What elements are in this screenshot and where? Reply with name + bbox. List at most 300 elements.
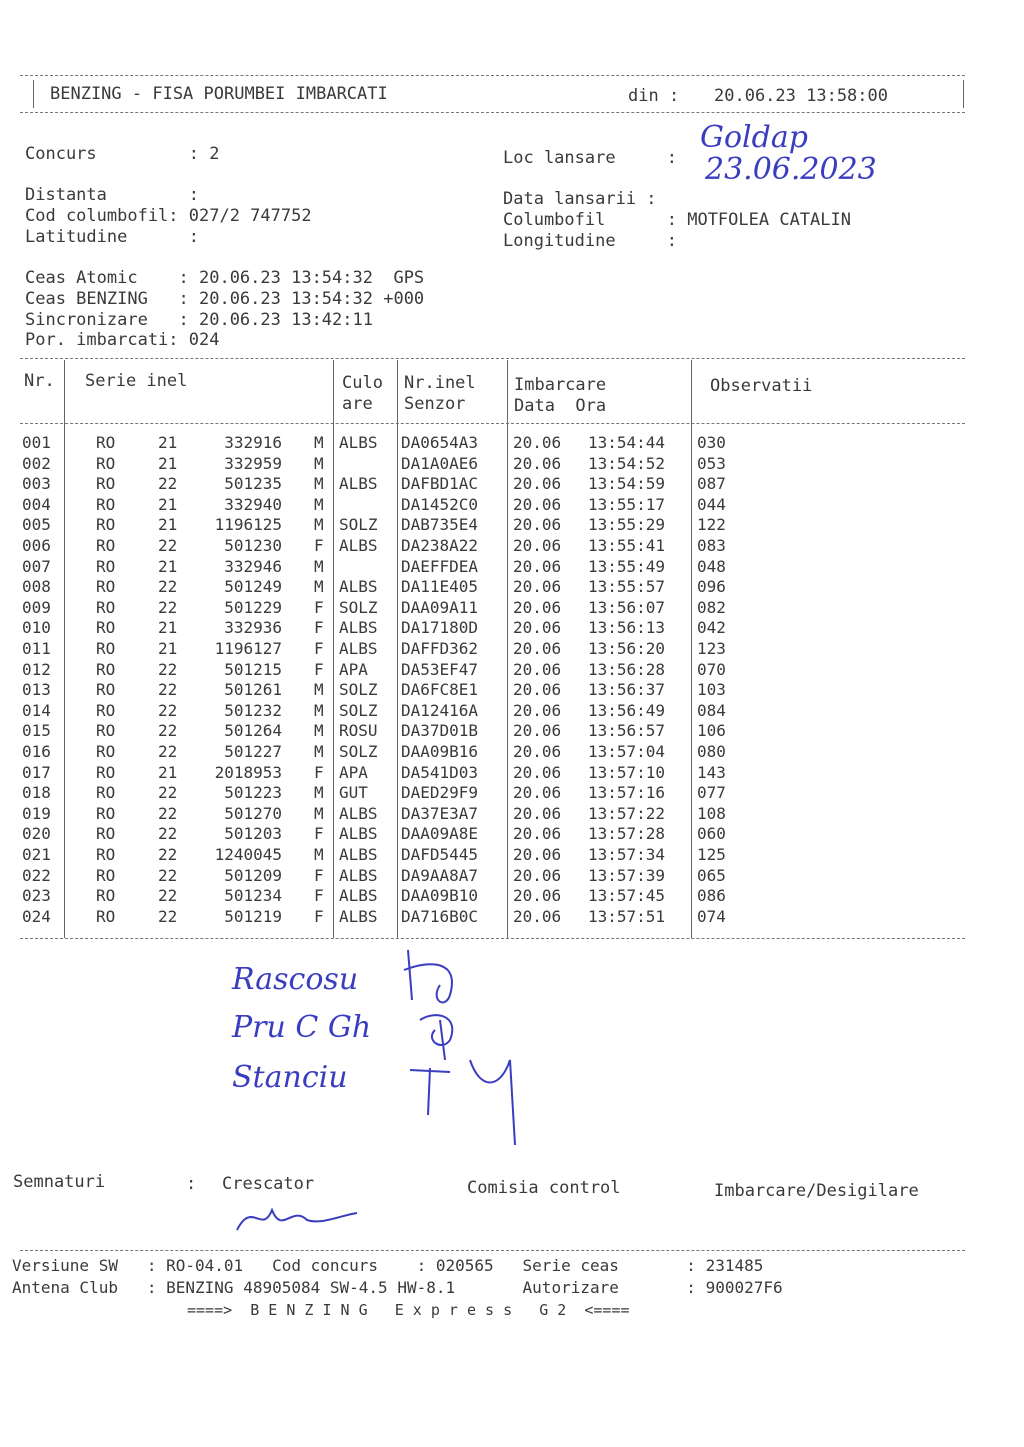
row-inel: 501270 <box>224 803 282 823</box>
row-inel: 1240045 <box>214 845 282 864</box>
row-sex: F <box>314 536 324 555</box>
row-an: 22 <box>158 783 178 803</box>
handwritten-date: 23.06.2023 <box>705 152 877 187</box>
row-obs: 060 <box>697 824 726 844</box>
row-obs: 143 <box>697 762 726 782</box>
comisia-label: Comisia control <box>467 1178 621 1198</box>
row-an: 22 <box>158 536 178 555</box>
row-tara: RO <box>96 433 116 452</box>
row-ora: 13:55:17 <box>588 494 666 514</box>
row-nr: 014 <box>22 700 51 720</box>
row-nr: 016 <box>22 742 51 761</box>
row-obs: 106 <box>697 721 726 741</box>
row-tara: RO <box>96 742 116 761</box>
por-imbarcati-line: Por. imbarcati: 024 <box>25 330 220 350</box>
col-header-senzor-1: Nr.inel <box>404 373 476 393</box>
row-nr: 023 <box>22 886 51 906</box>
handwritten-signature-2: Pru C Gh <box>232 1010 372 1045</box>
row-inel: 501223 <box>224 783 282 803</box>
row-ora: 13:56:37 <box>588 680 666 700</box>
col-header-culoare-1: Culo <box>342 373 383 393</box>
row-senzor: DA17180D <box>401 618 479 638</box>
row-an: 22 <box>158 845 178 864</box>
row-data: 20.06 <box>513 680 562 700</box>
row-nr: 024 <box>22 906 51 926</box>
row-senzor: DA11E405 <box>401 577 479 597</box>
row-tara: RO <box>96 494 116 514</box>
row-sex: F <box>314 824 324 844</box>
table-row <box>0 886 1024 906</box>
row-obs: 103 <box>697 680 726 700</box>
row-culoare: ALBS <box>339 906 378 926</box>
handwritten-signature-1: Rascosu <box>232 962 359 997</box>
row-nr: 012 <box>22 659 51 679</box>
row-sex: M <box>314 453 324 473</box>
col-header-observatii: Observatii <box>710 376 813 396</box>
row-nr: 001 <box>22 433 51 452</box>
row-senzor: DA6FC8E1 <box>401 680 479 700</box>
row-nr: 020 <box>22 824 51 844</box>
table-row <box>0 577 1024 597</box>
header-bottom-rule <box>20 112 965 113</box>
row-obs: 074 <box>697 906 726 926</box>
row-tara: RO <box>96 803 116 823</box>
row-tara: RO <box>96 577 116 597</box>
crescator-signature <box>232 1195 362 1245</box>
row-an: 21 <box>158 515 178 535</box>
row-sex: M <box>314 474 324 494</box>
row-obs: 087 <box>697 474 726 494</box>
row-tara: RO <box>96 680 116 700</box>
row-an: 22 <box>158 803 178 823</box>
row-senzor: DA716B0C <box>401 906 479 926</box>
table-row <box>0 557 1024 577</box>
row-inel: 501203 <box>224 824 282 844</box>
row-ora: 13:55:49 <box>588 556 666 576</box>
row-culoare: ALBS <box>339 536 378 555</box>
row-tara: RO <box>96 659 116 679</box>
row-data: 20.06 <box>513 577 562 597</box>
distanta-line: Distanta : <box>25 185 199 205</box>
row-tara: RO <box>96 721 116 741</box>
row-inel: 501215 <box>224 659 282 679</box>
row-tara: RO <box>96 515 116 535</box>
table-row <box>0 618 1024 638</box>
row-nr: 007 <box>22 556 51 576</box>
table-row <box>0 845 1024 865</box>
row-senzor: DA1A0AE6 <box>401 453 479 473</box>
row-culoare: SOLZ <box>339 597 378 617</box>
row-senzor: DA53EF47 <box>401 659 479 679</box>
col-header-serie: Serie inel <box>85 371 188 391</box>
row-culoare: ALBS <box>339 803 378 823</box>
row-senzor: DAFBD1AC <box>401 474 479 494</box>
row-nr: 005 <box>22 515 51 535</box>
row-data: 20.06 <box>513 453 562 473</box>
row-obs: 082 <box>697 597 726 617</box>
row-sex: M <box>314 494 324 514</box>
row-an: 22 <box>158 474 178 494</box>
row-tara: RO <box>96 556 116 576</box>
row-senzor: DAA09B10 <box>401 886 479 906</box>
row-nr: 022 <box>22 865 51 885</box>
footer-line-3: ====> B E N Z I N G E x p r e s s G 2 <==== <box>187 1301 630 1319</box>
row-ora: 13:56:20 <box>588 639 666 658</box>
row-culoare: ALBS <box>339 865 378 885</box>
row-tara: RO <box>96 762 116 782</box>
row-data: 20.06 <box>513 433 562 452</box>
table-row <box>0 907 1024 927</box>
table-row <box>0 598 1024 618</box>
table-row <box>0 742 1024 762</box>
concurs-line: Concurs : 2 <box>25 144 220 164</box>
row-inel: 501230 <box>224 536 282 555</box>
row-obs: 086 <box>697 886 726 906</box>
row-tara: RO <box>96 886 116 906</box>
data-lansarii-line: Data lansarii : <box>503 189 657 209</box>
row-obs: 096 <box>697 577 726 597</box>
row-tara: RO <box>96 865 116 885</box>
row-nr: 011 <box>22 639 51 658</box>
row-nr: 017 <box>22 762 51 782</box>
ceas-atomic-line: Ceas Atomic : 20.06.23 13:54:32 GPS <box>25 268 425 288</box>
row-senzor: DA9AA8A7 <box>401 865 479 885</box>
row-data: 20.06 <box>513 886 562 906</box>
row-senzor: DAFD5445 <box>401 845 479 864</box>
row-an: 21 <box>158 639 178 658</box>
table-row <box>0 474 1024 494</box>
row-senzor: DAA09A11 <box>401 597 479 617</box>
row-culoare: ALBS <box>339 577 378 597</box>
table-row <box>0 536 1024 556</box>
row-data: 20.06 <box>513 700 562 720</box>
row-sex: F <box>314 597 324 617</box>
row-obs: 123 <box>697 639 726 658</box>
row-sex: M <box>314 680 324 700</box>
row-inel: 332959 <box>224 453 282 473</box>
row-data: 20.06 <box>513 742 562 761</box>
row-data: 20.06 <box>513 515 562 535</box>
row-senzor: DAFFD362 <box>401 639 479 658</box>
row-culoare: SOLZ <box>339 680 378 700</box>
row-obs: 030 <box>697 433 726 452</box>
row-inel: 1196127 <box>214 639 282 658</box>
row-ora: 13:55:29 <box>588 515 666 535</box>
sincronizare-line: Sincronizare : 20.06.23 13:42:11 <box>25 310 373 330</box>
row-inel: 332940 <box>224 494 282 514</box>
row-data: 20.06 <box>513 803 562 823</box>
row-inel: 501227 <box>224 742 282 761</box>
row-obs: 125 <box>697 845 726 864</box>
row-tara: RO <box>96 639 116 658</box>
table-bottom-rule <box>20 938 965 939</box>
row-culoare: SOLZ <box>339 515 378 535</box>
row-senzor: DAED29F9 <box>401 783 479 803</box>
crescator-label: Crescator <box>222 1174 315 1194</box>
row-ora: 13:57:28 <box>588 824 666 844</box>
table-row <box>0 783 1024 803</box>
row-data: 20.06 <box>513 865 562 885</box>
row-ora: 13:57:51 <box>588 906 666 926</box>
table-row <box>0 763 1024 783</box>
col-header-senzor-2: Senzor <box>404 394 466 414</box>
row-inel: 501232 <box>224 700 282 720</box>
row-senzor: DAA09B16 <box>401 742 479 761</box>
row-data: 20.06 <box>513 845 562 864</box>
row-ora: 13:56:13 <box>588 618 666 638</box>
row-data: 20.06 <box>513 721 562 741</box>
cod-columbofil-line: Cod columbofil: 027/2 747752 <box>25 206 312 226</box>
row-ora: 13:57:10 <box>588 762 666 782</box>
table-row <box>0 680 1024 700</box>
row-inel: 332946 <box>224 556 282 576</box>
row-culoare: ALBS <box>339 618 378 638</box>
row-senzor: DAB735E4 <box>401 515 479 535</box>
row-nr: 008 <box>22 577 51 597</box>
table-row <box>0 433 1024 453</box>
row-an: 22 <box>158 721 178 741</box>
row-obs: 080 <box>697 742 726 761</box>
row-inel: 501261 <box>224 680 282 700</box>
row-an: 21 <box>158 762 178 782</box>
row-tara: RO <box>96 845 116 864</box>
longitudine-line: Longitudine : <box>503 231 677 251</box>
row-ora: 13:57:22 <box>588 803 666 823</box>
row-tara: RO <box>96 474 116 494</box>
col-header-nr: Nr. <box>24 371 55 391</box>
row-an: 21 <box>158 556 178 576</box>
latitudine-line: Latitudine : <box>25 227 199 247</box>
row-inel: 501229 <box>224 597 282 617</box>
row-data: 20.06 <box>513 659 562 679</box>
row-tara: RO <box>96 536 116 555</box>
header-right-border <box>963 80 964 108</box>
row-culoare: SOLZ <box>339 700 378 720</box>
row-ora: 13:57:34 <box>588 845 666 864</box>
row-sex: M <box>314 742 324 761</box>
row-culoare: ALBS <box>339 845 378 864</box>
table-header-rule <box>20 423 965 424</box>
footer-rule <box>20 1250 965 1251</box>
row-an: 22 <box>158 597 178 617</box>
row-nr: 004 <box>22 494 51 514</box>
row-ora: 13:57:39 <box>588 865 666 885</box>
imbarcare-desigilare-label: Imbarcare/Desigilare <box>714 1181 919 1201</box>
document-title: BENZING - FISA PORUMBEI IMBARCATI <box>50 84 388 104</box>
row-sex: M <box>314 515 324 535</box>
row-an: 22 <box>158 742 178 761</box>
row-nr: 019 <box>22 803 51 823</box>
row-culoare: GUT <box>339 783 368 803</box>
row-senzor: DA1452C0 <box>401 494 479 514</box>
row-tara: RO <box>96 700 116 720</box>
row-an: 21 <box>158 618 178 638</box>
footer-line-2: Antena Club : BENZING 48905084 SW-4.5 HW-8.1 Autorizare : 900027F6 <box>12 1278 783 1297</box>
row-tara: RO <box>96 597 116 617</box>
row-sex: F <box>314 906 324 926</box>
row-culoare: ALBS <box>339 474 378 494</box>
row-senzor: DA37D01B <box>401 721 479 741</box>
row-data: 20.06 <box>513 474 562 494</box>
row-senzor: DAEFFDEA <box>401 556 479 576</box>
table-row <box>0 639 1024 659</box>
row-culoare: SOLZ <box>339 742 378 761</box>
row-inel: 501219 <box>224 906 282 926</box>
row-nr: 013 <box>22 680 51 700</box>
table-row <box>0 804 1024 824</box>
row-sex: M <box>314 556 324 576</box>
row-obs: 077 <box>697 783 726 803</box>
row-senzor: DAA09A8E <box>401 824 479 844</box>
row-data: 20.06 <box>513 494 562 514</box>
row-an: 21 <box>158 453 178 473</box>
row-ora: 13:56:28 <box>588 659 666 679</box>
row-data: 20.06 <box>513 597 562 617</box>
row-ora: 13:56:07 <box>588 597 666 617</box>
row-inel: 501209 <box>224 865 282 885</box>
row-obs: 108 <box>697 803 726 823</box>
row-an: 22 <box>158 886 178 906</box>
row-ora: 13:54:44 <box>588 433 666 452</box>
row-an: 22 <box>158 865 178 885</box>
row-tara: RO <box>96 453 116 473</box>
row-senzor: DA238A22 <box>401 536 479 555</box>
table-row <box>0 660 1024 680</box>
row-data: 20.06 <box>513 618 562 638</box>
row-senzor: DA541D03 <box>401 762 479 782</box>
row-ora: 13:56:49 <box>588 700 666 720</box>
row-obs: 065 <box>697 865 726 885</box>
row-data: 20.06 <box>513 762 562 782</box>
col-header-imbarcare-2: Data Ora <box>514 396 607 416</box>
col-header-imbarcare-1: Imbarcare <box>514 375 607 395</box>
row-inel: 501234 <box>224 886 282 906</box>
table-row <box>0 701 1024 721</box>
row-sex: M <box>314 845 324 864</box>
row-ora: 13:57:45 <box>588 886 666 906</box>
row-obs: 044 <box>697 494 726 514</box>
row-sex: F <box>314 865 324 885</box>
table-row <box>0 515 1024 535</box>
row-data: 20.06 <box>513 639 562 658</box>
row-ora: 13:54:59 <box>588 474 666 494</box>
table-row <box>0 495 1024 515</box>
row-sex: M <box>314 433 324 452</box>
row-tara: RO <box>96 783 116 803</box>
row-inel: 501264 <box>224 721 282 741</box>
row-sex: M <box>314 700 324 720</box>
row-ora: 13:57:04 <box>588 742 666 761</box>
row-ora: 13:55:57 <box>588 577 666 597</box>
row-culoare: APA <box>339 762 368 782</box>
table-row <box>0 824 1024 844</box>
row-nr: 015 <box>22 721 51 741</box>
row-tara: RO <box>96 618 116 638</box>
row-inel: 1196125 <box>214 515 282 535</box>
semnaturi-colon: : <box>186 1174 197 1194</box>
row-data: 20.06 <box>513 783 562 803</box>
header-top-rule <box>20 75 965 76</box>
row-obs: 048 <box>697 556 726 576</box>
row-data: 20.06 <box>513 824 562 844</box>
signature-scribbles <box>390 940 560 1150</box>
row-tara: RO <box>96 824 116 844</box>
row-nr: 003 <box>22 474 51 494</box>
row-obs: 042 <box>697 618 726 638</box>
table-row <box>0 454 1024 474</box>
row-senzor: DA12416A <box>401 700 479 720</box>
row-an: 22 <box>158 700 178 720</box>
row-inel: 332936 <box>224 618 282 638</box>
row-inel: 332916 <box>224 433 282 452</box>
row-an: 22 <box>158 680 178 700</box>
din-value: 20.06.23 13:58:00 <box>714 86 888 106</box>
row-an: 22 <box>158 824 178 844</box>
row-obs: 070 <box>697 659 726 679</box>
ceas-benzing-line: Ceas BENZING : 20.06.23 13:54:32 +000 <box>25 289 425 309</box>
row-nr: 006 <box>22 536 51 555</box>
row-data: 20.06 <box>513 906 562 926</box>
row-culoare: ALBS <box>339 433 378 452</box>
footer-line-1: Versiune SW : RO-04.01 Cod concurs : 020565 Serie ceas : 231485 <box>12 1256 764 1275</box>
col-header-culoare-2: are <box>342 394 373 414</box>
row-nr: 021 <box>22 845 51 864</box>
row-ora: 13:56:57 <box>588 721 666 741</box>
row-senzor: DA0654A3 <box>401 433 479 452</box>
columbofil-line: Columbofil : MOTFOLEA CATALIN <box>503 210 851 230</box>
row-nr: 010 <box>22 618 51 638</box>
row-an: 21 <box>158 494 178 514</box>
row-tara: RO <box>96 906 116 926</box>
row-inel: 2018953 <box>214 762 282 782</box>
row-sex: F <box>314 659 324 679</box>
row-obs: 083 <box>697 536 726 555</box>
row-sex: F <box>314 639 324 658</box>
row-inel: 501249 <box>224 577 282 597</box>
table-row <box>0 721 1024 741</box>
row-culoare: ALBS <box>339 824 378 844</box>
row-data: 20.06 <box>513 536 562 555</box>
row-nr: 018 <box>22 783 51 803</box>
din-label: din : <box>628 86 680 106</box>
row-nr: 002 <box>22 453 51 473</box>
row-culoare: ALBS <box>339 639 378 658</box>
row-culoare: ALBS <box>339 886 378 906</box>
row-an: 21 <box>158 433 178 452</box>
header-left-border <box>33 80 34 108</box>
row-culoare: APA <box>339 659 368 679</box>
row-sex: F <box>314 762 324 782</box>
row-nr: 009 <box>22 597 51 617</box>
row-inel: 501235 <box>224 474 282 494</box>
row-obs: 122 <box>697 515 726 535</box>
row-an: 22 <box>158 906 178 926</box>
row-sex: F <box>314 886 324 906</box>
row-obs: 084 <box>697 700 726 720</box>
handwritten-signature-3: Stanciu <box>232 1060 348 1095</box>
row-culoare: ROSU <box>339 721 378 741</box>
row-sex: M <box>314 803 324 823</box>
row-data: 20.06 <box>513 556 562 576</box>
row-sex: M <box>314 577 324 597</box>
row-sex: F <box>314 618 324 638</box>
row-sex: M <box>314 783 324 803</box>
semnaturi-label: Semnaturi <box>13 1172 106 1192</box>
row-ora: 13:54:52 <box>588 453 666 473</box>
table-row <box>0 866 1024 886</box>
row-obs: 053 <box>697 453 726 473</box>
row-ora: 13:57:16 <box>588 783 666 803</box>
